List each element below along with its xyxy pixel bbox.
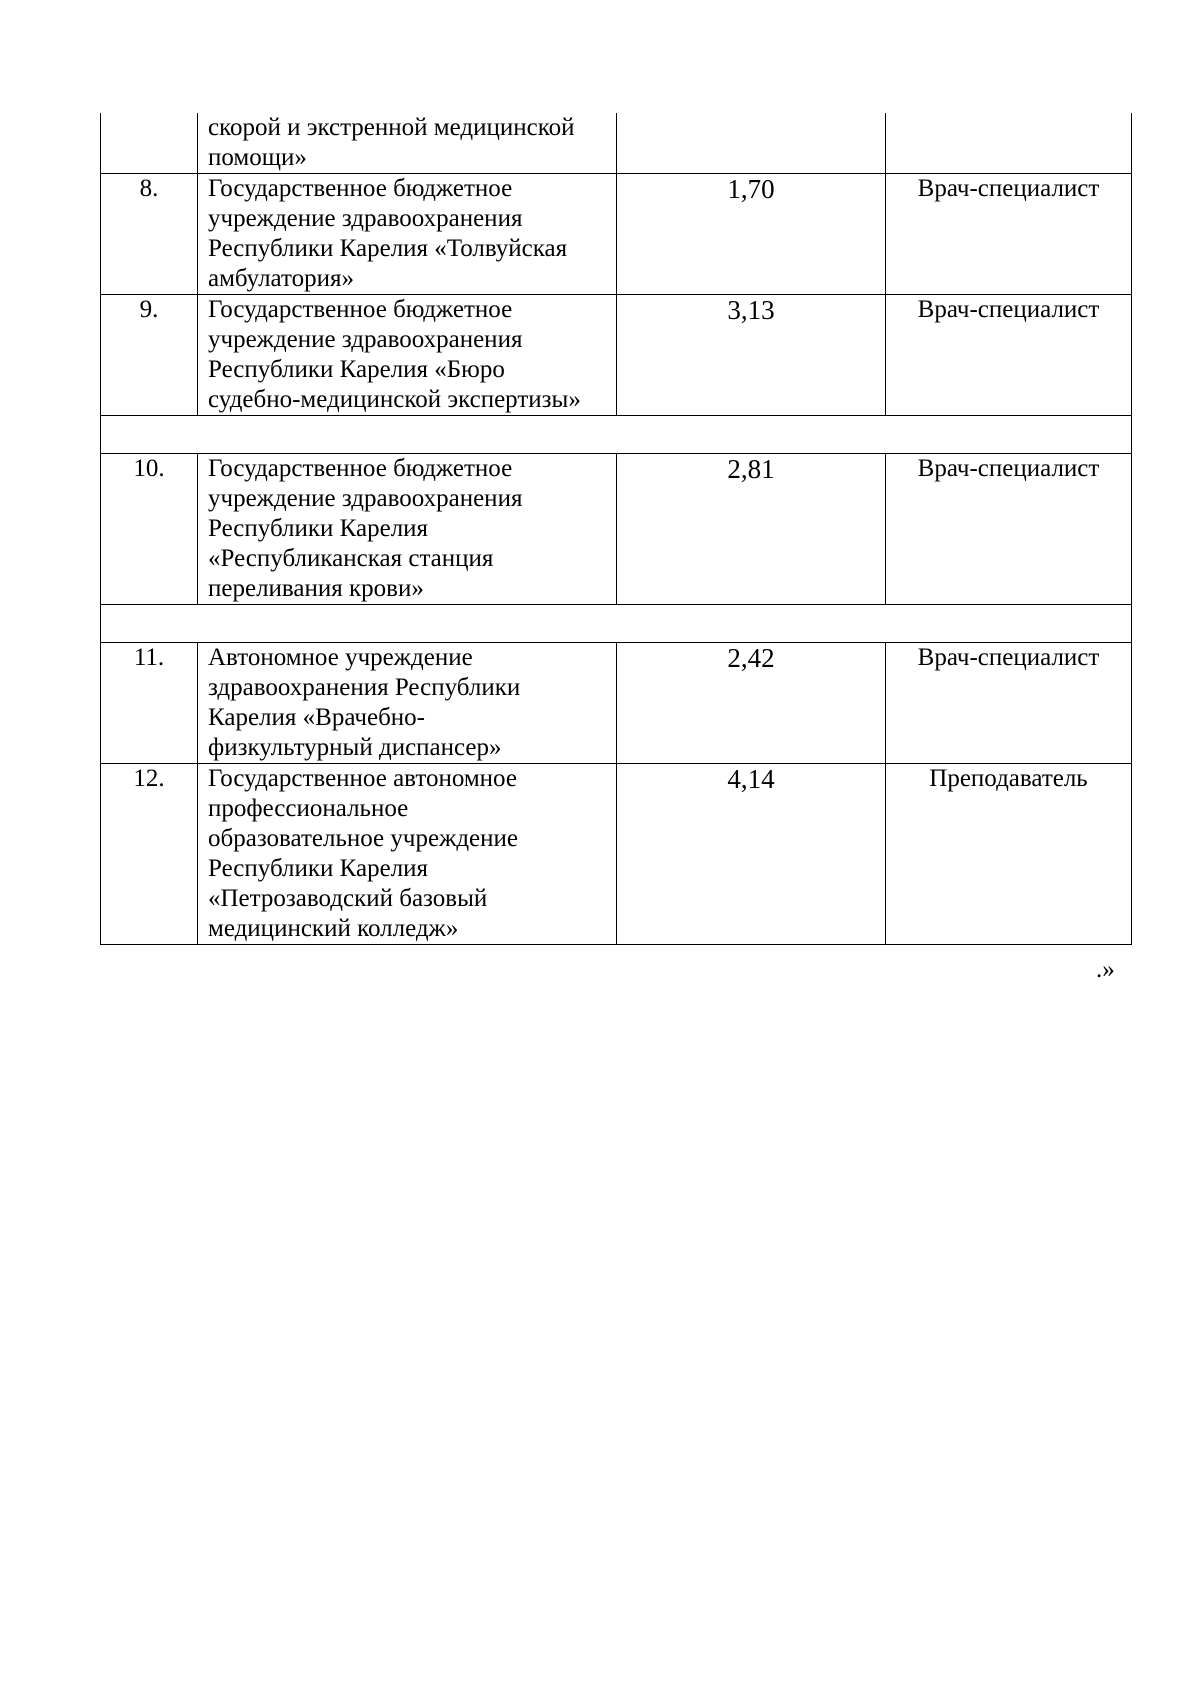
name-line: здравоохранения Республики <box>208 674 521 701</box>
name-line: образовательное учреждение <box>208 825 519 852</box>
cell-coefficient: 2,81 <box>617 454 886 605</box>
name-line: «Петрозаводский базовый <box>208 885 488 912</box>
cell-institution-name <box>198 764 617 945</box>
empty-cell <box>101 605 1132 643</box>
name-line: профессиональное <box>208 795 409 822</box>
name-line: амбулатория» <box>208 265 354 292</box>
cell-coefficient: 3,13 <box>617 295 886 416</box>
name-line: Автономное учреждение <box>208 644 473 671</box>
name-line: физкультурный диспансер» <box>208 734 502 761</box>
table-row <box>101 764 1132 945</box>
name-line: медицинский колледж» <box>208 915 459 942</box>
name-line: переливания крови» <box>208 575 424 602</box>
name-line: учреждение здравоохранения <box>208 326 523 353</box>
cell-institution-name <box>198 113 617 174</box>
empty-cell <box>101 416 1132 454</box>
name-line: скорой и экстренной медицинской <box>208 114 575 141</box>
name-line: Республики Карелия <box>208 855 429 882</box>
table-row <box>101 454 1132 605</box>
table-row <box>101 643 1132 764</box>
cell-num: 11. <box>101 643 198 764</box>
name-line: учреждение здравоохранения <box>208 485 523 512</box>
table-row <box>101 295 1132 416</box>
name-line: Карелия «Врачебно- <box>208 704 426 731</box>
name-line: помощи» <box>208 144 307 171</box>
name-line: Государственное автономное <box>208 765 517 792</box>
appendix-table <box>100 113 1132 945</box>
name-line: учреждение здравоохранения <box>208 205 523 232</box>
cell-coefficient <box>617 113 886 174</box>
cell-position: Врач-специалист <box>886 454 1132 605</box>
name-line: Республики Карелия «Бюро <box>208 356 505 383</box>
table-row <box>101 174 1132 295</box>
cell-position <box>886 113 1132 174</box>
cell-num: 9. <box>101 295 198 416</box>
cell-institution-name <box>198 643 617 764</box>
table-row-empty <box>101 416 1132 454</box>
name-line: судебно-медицинской экспертизы» <box>208 386 581 413</box>
table-row-continuation <box>101 113 1132 174</box>
name-line: Государственное бюджетное <box>208 455 513 482</box>
cell-coefficient: 4,14 <box>617 764 886 945</box>
cell-institution-name <box>198 454 617 605</box>
cell-num: 12. <box>101 764 198 945</box>
cell-position: Врач-специалист <box>886 643 1132 764</box>
cell-coefficient: 1,70 <box>617 174 886 295</box>
cell-position: Врач-специалист <box>886 295 1132 416</box>
cell-institution-name <box>198 174 617 295</box>
name-line: Государственное бюджетное <box>208 175 513 202</box>
name-line: «Республиканская станция <box>208 545 494 572</box>
cell-position: Врач-специалист <box>886 174 1132 295</box>
closing-quote-mark: .» <box>1096 956 1115 983</box>
cell-coefficient: 2,42 <box>617 643 886 764</box>
cell-num: 10. <box>101 454 198 605</box>
cell-position: Преподаватель <box>886 764 1132 945</box>
name-line: Государственное бюджетное <box>208 296 513 323</box>
name-line: Республики Карелия «Толвуйская <box>208 235 568 262</box>
cell-institution-name <box>198 295 617 416</box>
table-row-empty <box>101 605 1132 643</box>
cell-num: 8. <box>101 174 198 295</box>
cell-num <box>101 113 198 174</box>
name-line: Республики Карелия <box>208 515 429 542</box>
